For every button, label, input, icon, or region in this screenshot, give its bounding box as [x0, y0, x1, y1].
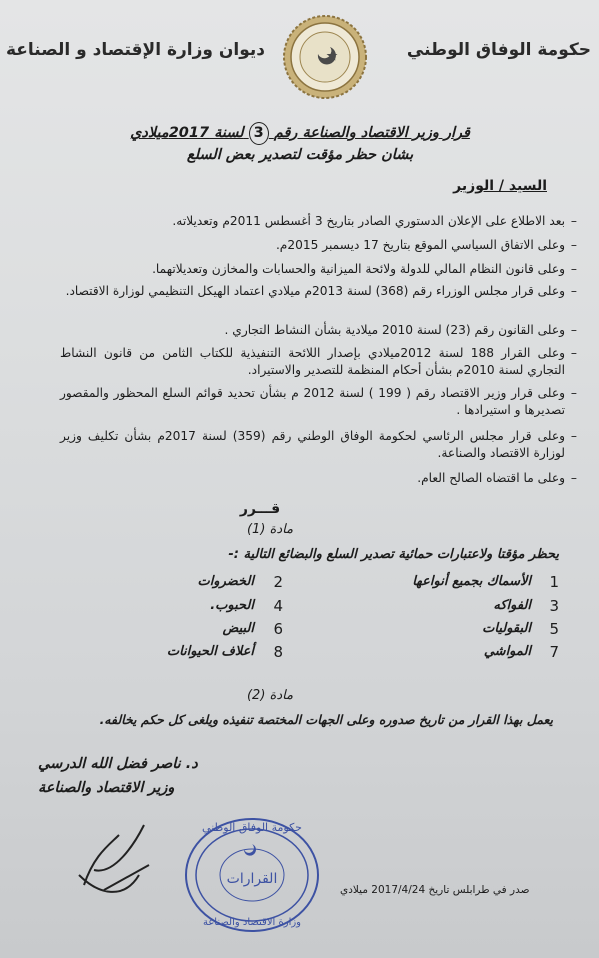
- state-emblem-seal: [282, 14, 368, 100]
- item-number: 7: [549, 643, 559, 661]
- stamp-center-text: القرارات: [226, 871, 278, 887]
- reference-item: – بعد الاطلاع على الإعلان الدستوري الصادر بتاريخ 3 أغسطس 2011م وتعديلاته.: [172, 214, 577, 228]
- item-label: الفواكه: [493, 598, 531, 613]
- issue-date-line: صدر في طرابلس تاريخ 2017/4/24 ميلادي: [340, 884, 530, 896]
- item-number: 2: [273, 573, 283, 591]
- signatory-title: وزير الاقتصاد والصناعة: [38, 780, 175, 796]
- government-name: حكومة الوفاق الوطني: [406, 40, 591, 60]
- item-label: المواشي: [483, 644, 531, 659]
- item-label: البيض: [222, 621, 254, 636]
- reference-item: – وعلى قرار وزير الاقتصاد رقم ( 199 ) لسنة 2012 م بشأن تحديد قوائم السلع المحظور والمقصور تصديرها و استيرادها .: [60, 386, 577, 417]
- reference-item: – وعلى قرار مجلس الرئاسي لحكومة الوفاق الوطني رقم (359) لسنة 2017م بشأن تكليف وزير لوزارة الاقتصاد والصناعة.: [60, 429, 577, 460]
- decree-number: 3: [249, 122, 269, 145]
- item-label: الخضروات: [197, 574, 254, 589]
- item-label: الحبوب.: [210, 598, 254, 613]
- item-number: 3: [549, 597, 559, 615]
- reference-item: – وعلى القرار 188 لسنة 2012ميلادي بإصدار اللائحة التنفيذية للكتاب الثامن من قانون النشاط التجاري لسنة 2010م بشأن أحكام المنظمة للتصدير والاستيراد.: [60, 346, 577, 377]
- item-label: أعلاف الحيوانات: [166, 644, 254, 659]
- stamp-outer-text: حكومة الوفاق الوطني: [202, 821, 302, 834]
- official-stamp: [182, 815, 322, 935]
- item-number: 5: [549, 620, 559, 638]
- article-2-heading: مادة (2): [246, 688, 294, 703]
- reference-item: – وعلى ما اقتضاه الصالح العام.: [417, 471, 577, 485]
- decided-heading: قـــرر: [239, 501, 281, 517]
- decree-title: [100, 122, 500, 166]
- addressee: السيد / الوزير: [453, 178, 547, 194]
- item-number: 1: [549, 573, 559, 591]
- item-label: الأسماك بجميع أنواعها: [412, 574, 531, 589]
- item-label: البقوليات: [482, 621, 531, 636]
- article-1-heading: مادة (1): [246, 522, 294, 537]
- reference-item: – وعلى قانون النظام المالي للدولة ولائحة الميزانية والحسابات والمخازن وتعديلاتهما.: [152, 262, 577, 276]
- item-number: 6: [273, 620, 283, 638]
- title-part-1: قرار وزير الاقتصاد والصناعة رقم: [273, 125, 470, 141]
- reference-item: – وعلى قرار مجلس الوزراء رقم (368) لسنة 2013م ميلادي اعتماد الهيكل التنظيمي لوزارة الاقتصاد.: [65, 284, 577, 298]
- stamp-bottom-text: وزارة الاقتصاد والصناعة: [202, 917, 302, 928]
- signatory-name: د. ناصر فضل الله الدرسي: [38, 756, 198, 772]
- reference-item: – وعلى الاتفاق السياسي الموقع بتاريخ 17 ديسمبر 2015م.: [275, 238, 577, 252]
- title-part-2: لسنة 2017ميلادي: [130, 125, 244, 141]
- item-number: 4: [273, 597, 283, 615]
- decree-subject: بشان حظر مؤقت لتصدير بعض السلع: [186, 147, 414, 163]
- reference-item: – وعلى القانون رقم (23) لسنة 2010 ميلادية بشأن النشاط التجاري .: [224, 323, 577, 337]
- article-2-text: يعمل بهذا القرار من تاريخ صدوره وعلى الجهات المختصة تنفيذه ويلغى كل حكم يخالفه.: [99, 712, 553, 727]
- ministry-office-name: ديوان وزارة الإقتصاد و الصناعة: [6, 40, 265, 60]
- handwritten-signature: [64, 815, 164, 905]
- article-1-lead: يحظر مؤقتا ولاعتبارات حمائية تصدير السلع والبضائع التالية :-: [228, 547, 559, 562]
- item-number: 8: [273, 643, 283, 661]
